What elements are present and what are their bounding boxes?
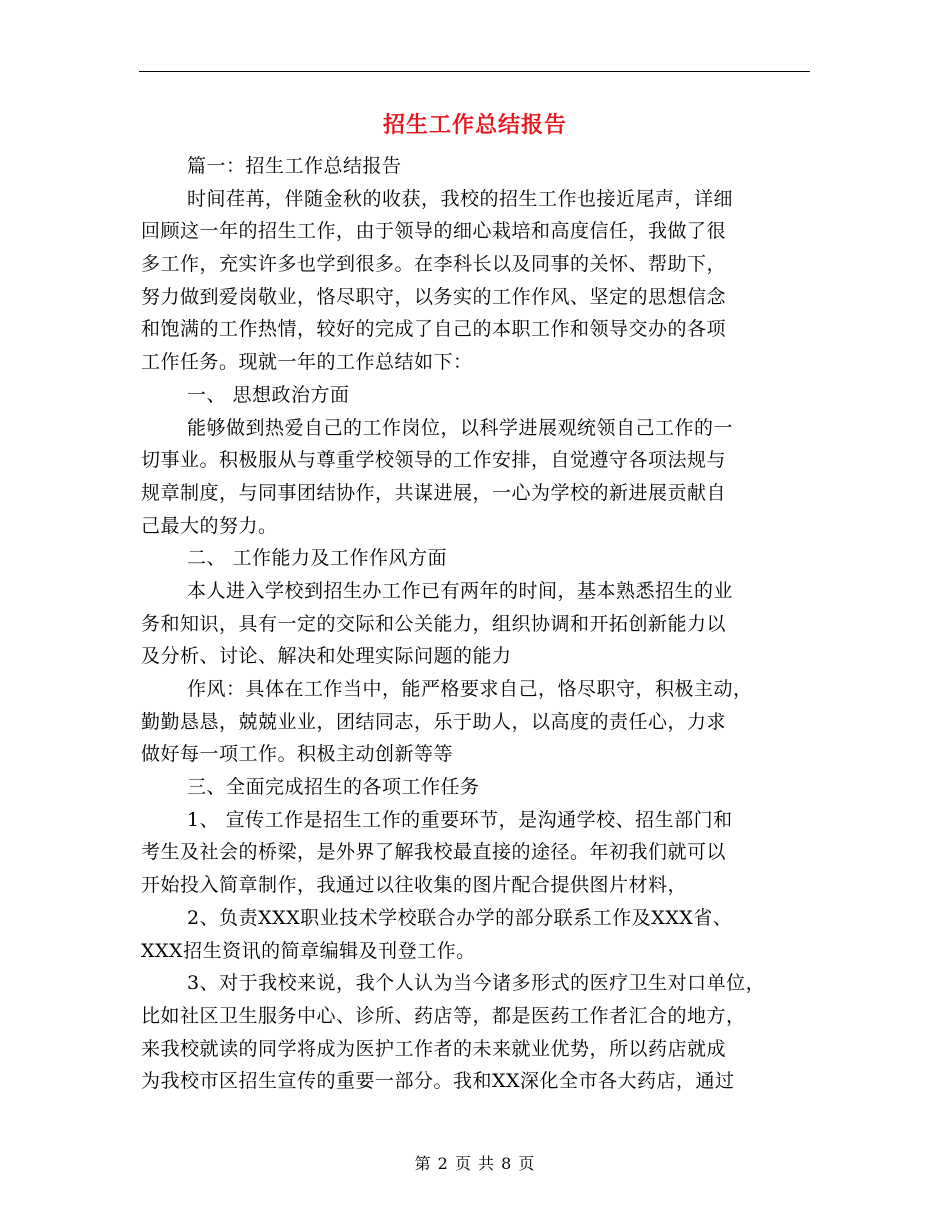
paragraph-line: 回顾这一年的招生工作，由于领导的细心栽培和高度信任，我做了很 — [141, 220, 727, 243]
paragraph-line: 和饱满的工作热情，较好的完成了自己的本职工作和领导交办的各项 — [141, 318, 727, 341]
document-title: 招生工作总结报告 — [382, 112, 567, 138]
paragraph-line: 己最大的努力。 — [141, 514, 278, 537]
page-number-footer: 第 2 页 共 8 页 — [414, 1154, 536, 1173]
paragraph-line: 多工作，充实许多也学到很多。在李科长以及同事的关怀、帮助下， — [141, 253, 727, 276]
paragraph-line: 规章制度，与同事团结协作，共谋进展，一心为学校的新进展贡献自 — [141, 481, 727, 504]
paragraph-line: 篇一：招生工作总结报告 — [187, 155, 402, 177]
paragraph-line: 开始投入简章制作，我通过以往收集的图片配合提供图片材料， — [141, 874, 688, 897]
header-rule — [139, 71, 810, 72]
paragraph-line: 为我校市区招生宣传的重要一部分。我和XX深化全市各大药店，通过 — [141, 1070, 735, 1093]
paragraph-line: 时间荏苒，伴随金秋的收获，我校的招生工作也接近尾声，详细 — [187, 187, 734, 210]
paragraph-line: 比如社区卫生服务中心、诊所、药店等，都是医药工作者汇合的地方， — [141, 1004, 746, 1027]
paragraph-line: 3、对于我校来说，我个人认为当今诸多形式的医疗卫生对口单位， — [187, 972, 766, 995]
paragraph-line: 努力做到爱岗敬业，恪尽职守，以务实的工作作风、坚定的思想信念 — [141, 285, 727, 308]
paragraph-line: 工作任务。现就一年的工作总结如下： — [141, 351, 473, 374]
paragraph-line: 考生及社会的桥梁，是外界了解我校最直接的途径。年初我们就可以 — [141, 841, 727, 864]
document-body — [141, 150, 809, 1098]
paragraph-line: 作风：具体在工作当中，能严格要求自己，恪尽职守，积极主动， — [187, 678, 753, 700]
paragraph-line: 勤勤恳恳，兢兢业业，团结同志，乐于助人，以高度的责任心，力求 — [141, 710, 727, 733]
paragraph-line: 2、负责XXX职业技术学校联合办学的部分联系工作及XXX省、 — [187, 906, 733, 929]
paragraph-line: 能够做到热爱自己的工作岗位，以科学进展观统领自己工作的一 — [187, 416, 734, 439]
section-heading: 一、 思想政治方面 — [187, 383, 350, 406]
paragraph-line: 做好每一项工作。积极主动创新等等 — [141, 743, 454, 766]
paragraph-line: 务和知识，具有一定的交际和公关能力，组织协调和开拓创新能力以 — [141, 612, 727, 635]
paragraph-line: 来我校就读的同学将成为医护工作者的未来就业优势，所以药店就成 — [141, 1037, 727, 1060]
paragraph-line: 1、 宣传工作是招生工作的重要环节，是沟通学校、招生部门和 — [187, 808, 733, 831]
paragraph-line: 切事业。积极服从与尊重学校领导的工作安排，自觉遵守各项法规与 — [141, 449, 727, 472]
paragraph-line: XXX招生资讯的简章编辑及刊登工作。 — [141, 939, 476, 962]
paragraph-line: 本人进入学校到招生办工作已有两年的时间，基本熟悉招生的业 — [187, 579, 734, 602]
paragraph-line: 及分析、讨论、解决和处理实际问题的能力 — [141, 645, 512, 668]
section-heading: 三、全面完成招生的各项工作任务 — [187, 776, 480, 799]
section-heading: 二、 工作能力及工作作风方面 — [187, 547, 448, 570]
